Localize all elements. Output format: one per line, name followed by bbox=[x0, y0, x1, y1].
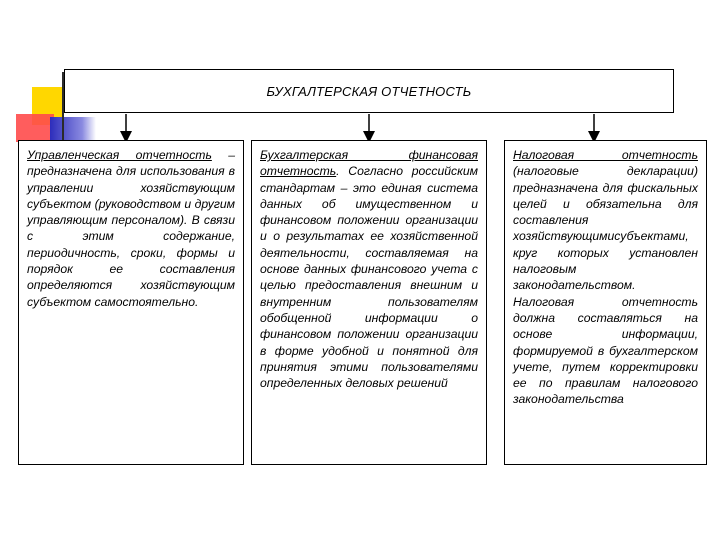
tax-reporting-text bbox=[513, 147, 698, 408]
management-reporting-heading: Управленческая отчетность bbox=[27, 148, 212, 162]
management-reporting-body: – предназначена для использования в управлении хозяйствующим субъектом (руководством и другим управляющим персоналом). В связи с этим содержание, периодичность, сроки, формы и порядок ее составления определяются хозяйствующим субъектом самостоятельно. bbox=[27, 148, 236, 309]
financial-reporting-box bbox=[251, 140, 487, 465]
financial-reporting-text bbox=[260, 147, 478, 391]
management-reporting-text bbox=[27, 147, 235, 310]
financial-reporting-heading: Бухгалтерская финансовая отчетность bbox=[260, 148, 478, 179]
financial-reporting-body: . Согласно российским стандартам – это единая система данных об имущественном и финансовом положении организации и о результатах ее хозяйственной деятельности, составляемая на основе данных финансового учета с целью предоставления внешним и внутренним пользователям обобщенной информации о финансовом положении организации в форме удобной и понятной для принятия этими пользователями определенных деловых решений bbox=[260, 164, 478, 391]
tax-reporting-heading: Налоговая отчетность bbox=[513, 148, 698, 162]
tax-reporting-box bbox=[504, 140, 707, 465]
diagram-title: БУХГАЛТЕРСКАЯ ОТЧЕТНОСТЬ bbox=[266, 83, 472, 99]
management-reporting-box bbox=[18, 140, 244, 465]
decor-red-square bbox=[16, 114, 54, 142]
tax-reporting-body: (налоговые декларации) предназначена для фискальных целей и обязательна для составления хозяйствующимисубъектами, круг которых установлен налоговым законодательством. Налоговая отчетность должна составляться на основе информации, формируемой в бухгалтерском учете, путем корректировки ее по правилам налогового законодательства bbox=[513, 164, 698, 407]
title-box bbox=[64, 69, 674, 113]
